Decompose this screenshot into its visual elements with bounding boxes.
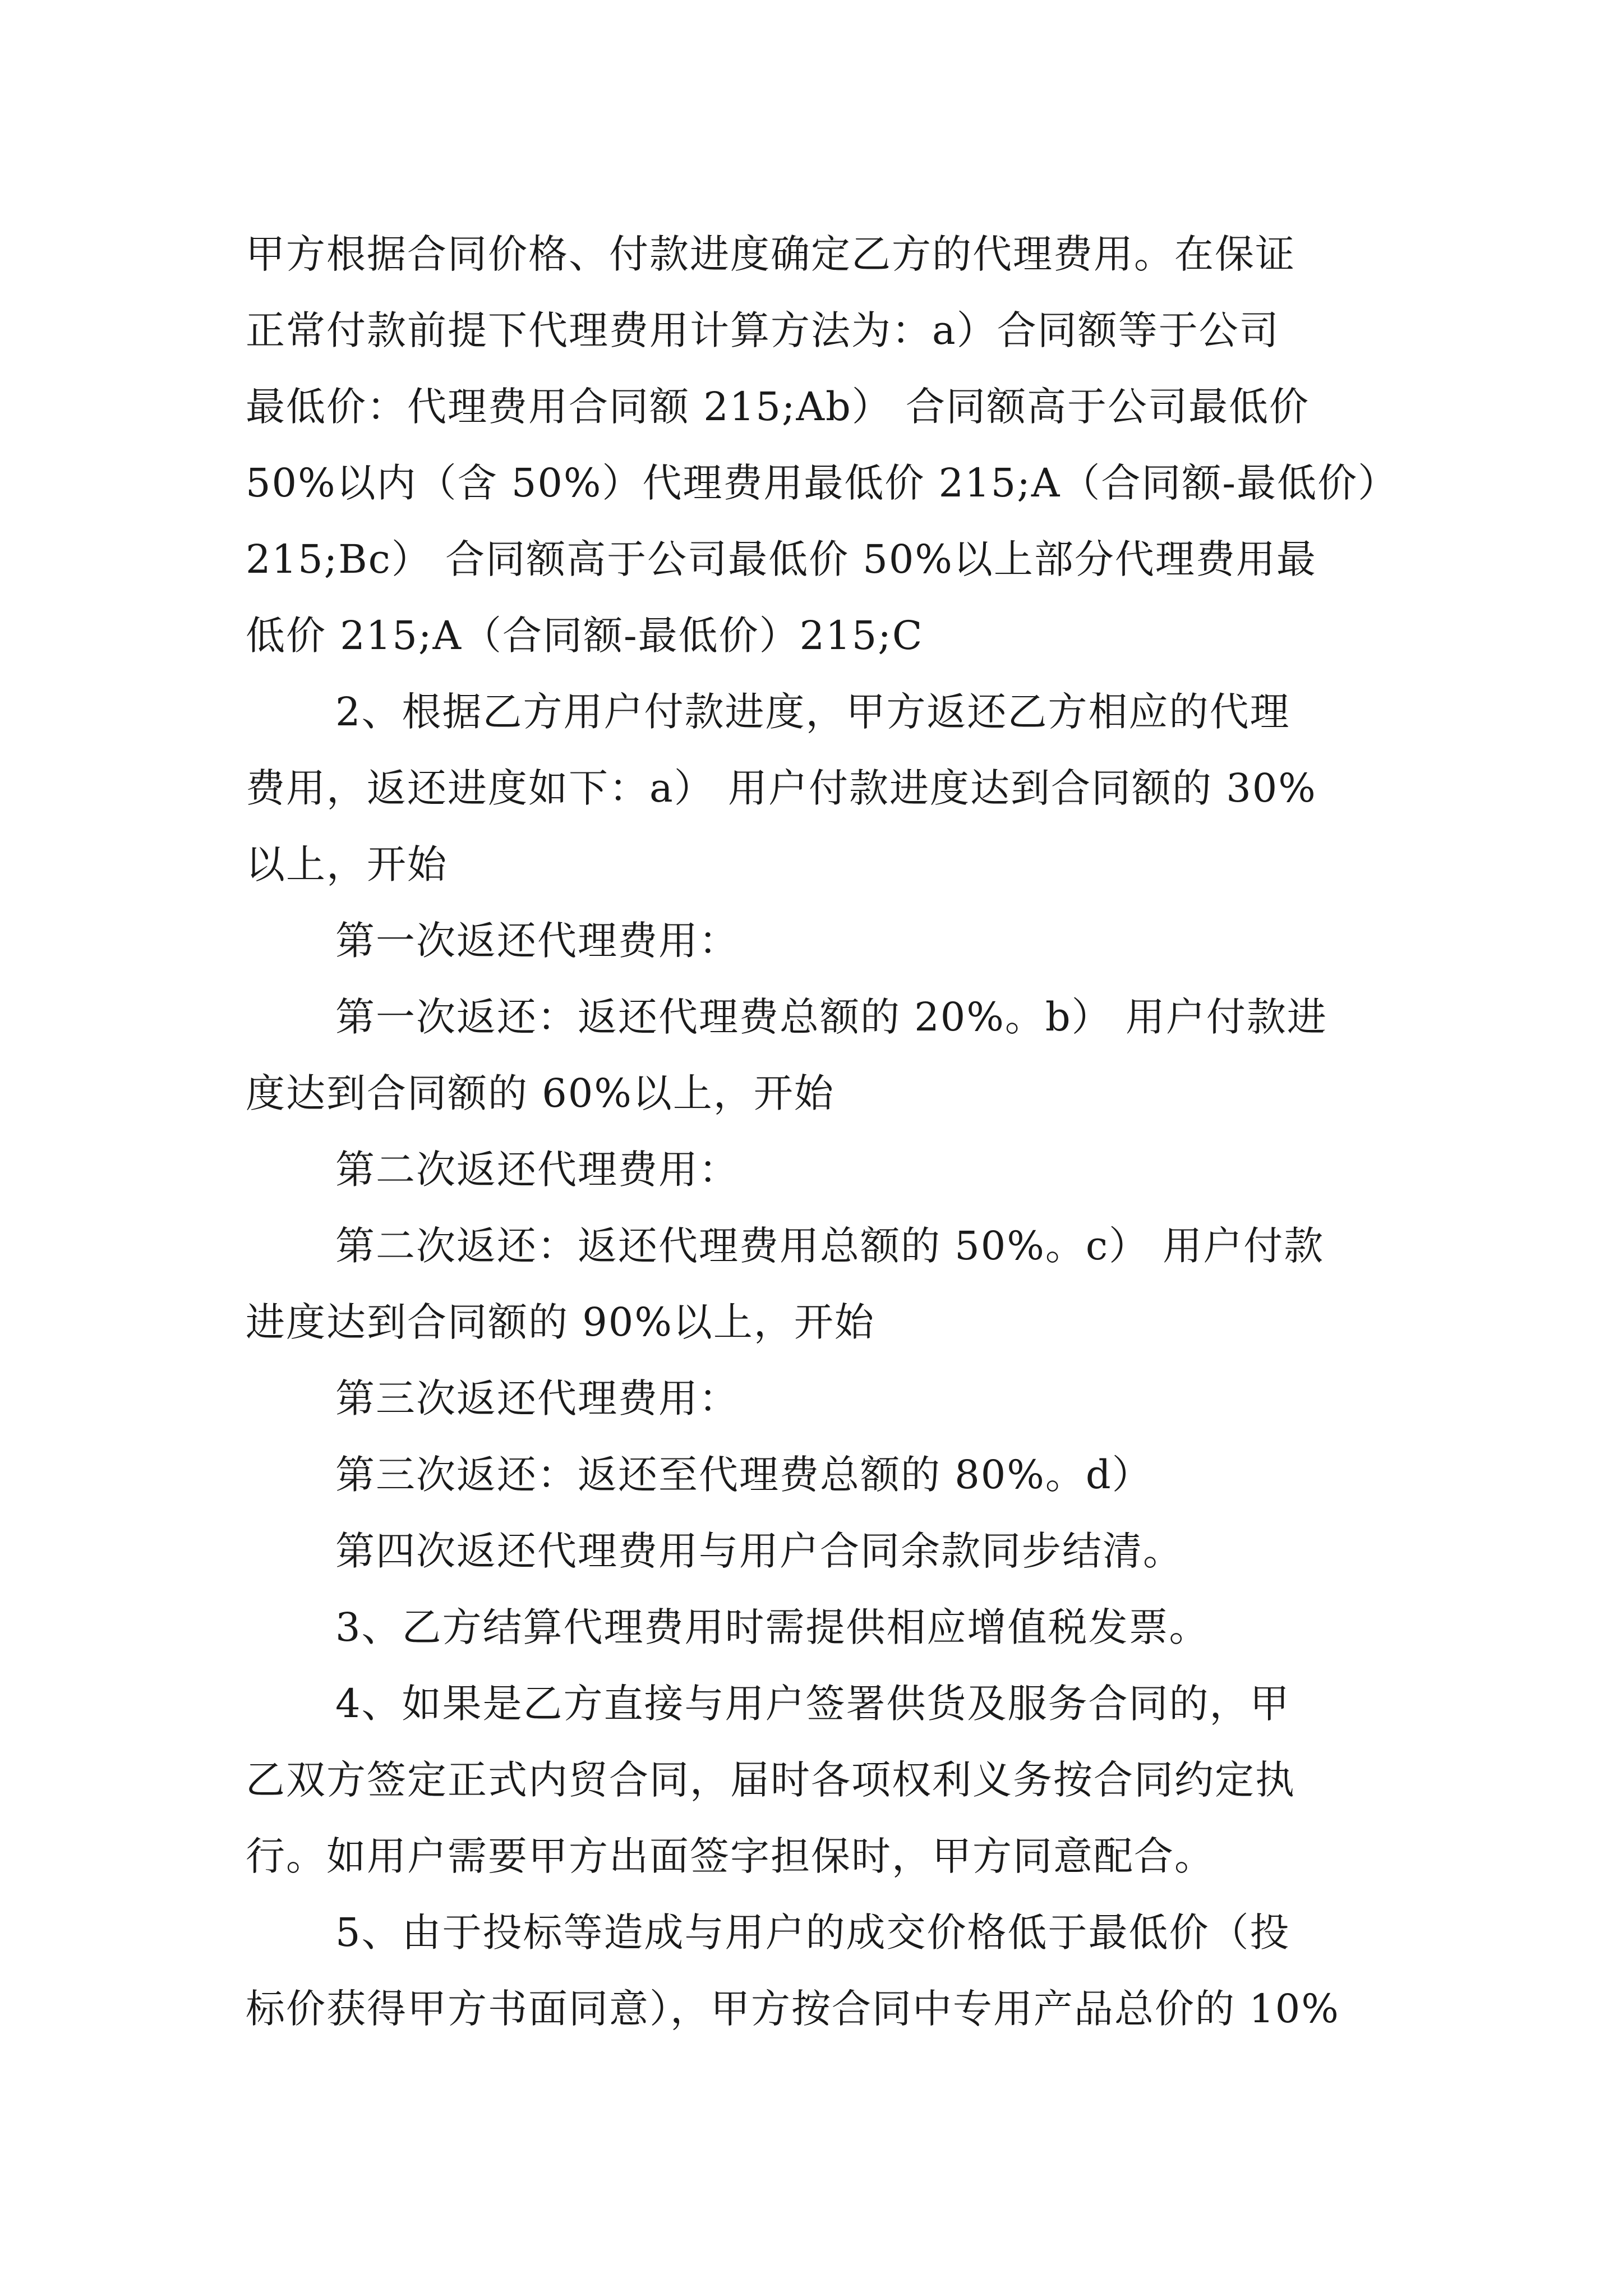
text-line: 度达到合同额的 60%以上，开始 [246, 1070, 834, 1116]
text-line: 最低价：代理费用合同额 215;Ab） 合同额高于公司最低价 [246, 384, 1310, 430]
text-line: 低价 215;A（合同额-最低价）215;C [246, 613, 924, 659]
text-line: 第一次返还：返还代理费总额的 20%。b） 用户付款进 [335, 994, 1327, 1040]
text-line: 4、如果是乙方直接与用户签署供货及服务合同的，甲 [335, 1681, 1290, 1727]
text-line: 乙双方签定正式内贸合同，届时各项权利义务按合同约定执 [246, 1757, 1295, 1803]
text-line: 以上，开始 [246, 841, 448, 887]
text-line: 第四次返还代理费用与用户合同余款同步结清。 [335, 1528, 1183, 1574]
text-line: 标价获得甲方书面同意），甲方按合同中专用产品总价的 10% [246, 1986, 1340, 2032]
text-line: 正常付款前提下代理费用计算方法为：a）合同额等于公司 [246, 307, 1280, 353]
text-line: 2、根据乙方用户付款进度，甲方返还乙方相应的代理 [335, 689, 1290, 735]
document-body [246, 216, 1407, 2047]
text-line: 费用，返还进度如下：a） 用户付款进度达到合同额的 30% [246, 765, 1317, 811]
text-line: 第二次返还代理费用： [335, 1147, 739, 1193]
text-line: 第三次返还：返还至代理费总额的 80%。d） [335, 1452, 1152, 1498]
text-line: 215;Bc） 合同额高于公司最低价 50%以上部分代理费用最 [246, 536, 1317, 582]
text-line: 第一次返还代理费用： [335, 918, 739, 964]
text-line: 第二次返还：返还代理费用总额的 50%。c） 用户付款 [335, 1223, 1325, 1269]
text-line: 第三次返还代理费用： [335, 1375, 739, 1421]
text-line: 行。如用户需要甲方出面签字担保时，甲方同意配合。 [246, 1833, 1215, 1879]
text-line: 进度达到合同额的 90%以上，开始 [246, 1299, 875, 1345]
text-line: 3、乙方结算代理费用时需提供相应增值税发票。 [335, 1604, 1210, 1650]
text-line: 5、由于投标等造成与用户的成交价格低于最低价（投 [335, 1910, 1290, 1955]
text-line: 50%以内（含 50%）代理费用最低价 215;A（合同额-最低价） [246, 460, 1399, 506]
text-line: 甲方根据合同价格、付款进度确定乙方的代理费用。在保证 [246, 231, 1295, 277]
